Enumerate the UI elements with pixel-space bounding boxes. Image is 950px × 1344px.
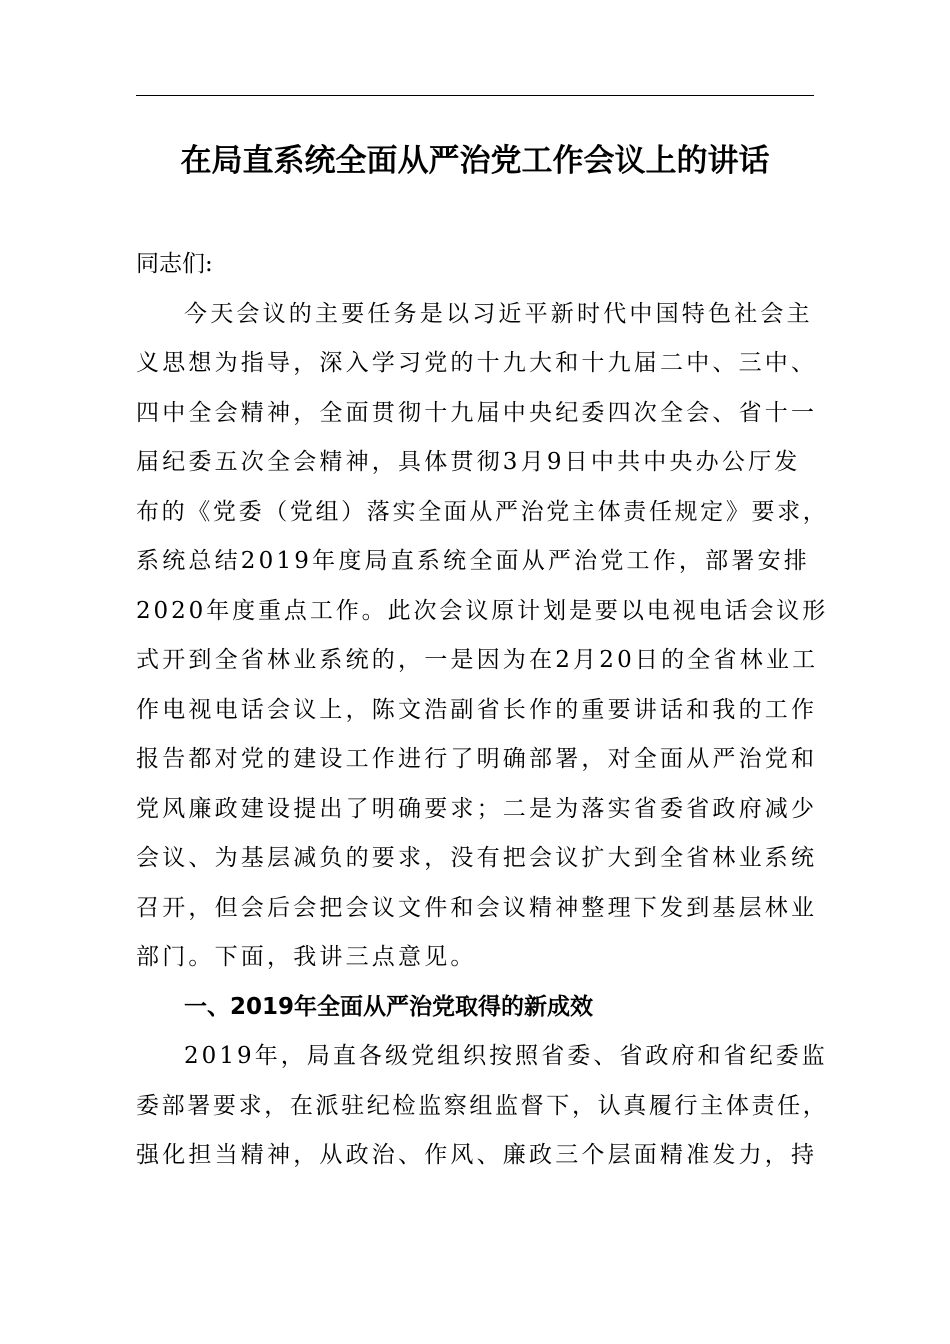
paragraph-1-line: 党风廉政建设提出了明确要求；二是为落实省委省政府减少	[136, 795, 818, 822]
paragraph-2-line: 委部署要求，在派驻纪检监察组监督下，认真履行主体责任，	[136, 1092, 829, 1119]
paragraph-1-line: 布的《党委（党组）落实全面从严治党主体责任规定》要求，	[136, 498, 829, 525]
paragraph-2-line: 强化担当精神，从政治、作风、廉政三个层面精准发力，持	[136, 1142, 818, 1168]
document-title: 在局直系统全面从严治党工作会议上的讲话	[180, 143, 770, 179]
paragraph-1-line: 义思想为指导，深入学习党的十九大和十九届二中、三中、	[136, 350, 818, 376]
section-heading: 一、2019年全面从严治党取得的新成效	[184, 993, 594, 1020]
paragraph-1-line: 式开到全省林业系统的，一是因为在2月20日的全省林业工	[136, 647, 819, 673]
paragraph-1-line: 作电视电话会议上，陈文浩副省长作的重要讲话和我的工作	[136, 696, 818, 723]
paragraph-1-line: 届纪委五次全会精神，具体贯彻3月9日中共中央办公厅发	[136, 449, 801, 475]
document-body	[136, 240, 829, 1181]
paragraph-1-line: 召开，但会后会把会议文件和会议精神整理下发到基层林业	[136, 894, 818, 921]
paragraph-1-line: 会议、为基层减负的要求，没有把会议扩大到全省林业系统	[136, 845, 818, 871]
paragraph-1-line: 四中全会精神，全面贯彻十九届中央纪委四次全会、省十一	[136, 399, 818, 426]
paragraph-1-line: 今天会议的主要任务是以习近平新时代中国特色社会主	[184, 300, 813, 327]
paragraph-1-line: 系统总结2019年度局直系统全面从严治党工作，部署安排	[136, 548, 810, 574]
paragraph-1-line: 2020年度重点工作。此次会议原计划是要以电视电话会议形	[136, 597, 829, 624]
paragraph-1-line: 部门。下面，我讲三点意见。	[136, 944, 477, 970]
paragraph-1-line: 报告都对党的建设工作进行了明确部署，对全面从严治党和	[136, 746, 818, 772]
header-rule	[136, 95, 814, 96]
salutation: 同志们:	[136, 251, 213, 277]
paragraph-2-line: 2019年，局直各级党组织按照省委、省政府和省纪委监	[184, 1043, 828, 1069]
